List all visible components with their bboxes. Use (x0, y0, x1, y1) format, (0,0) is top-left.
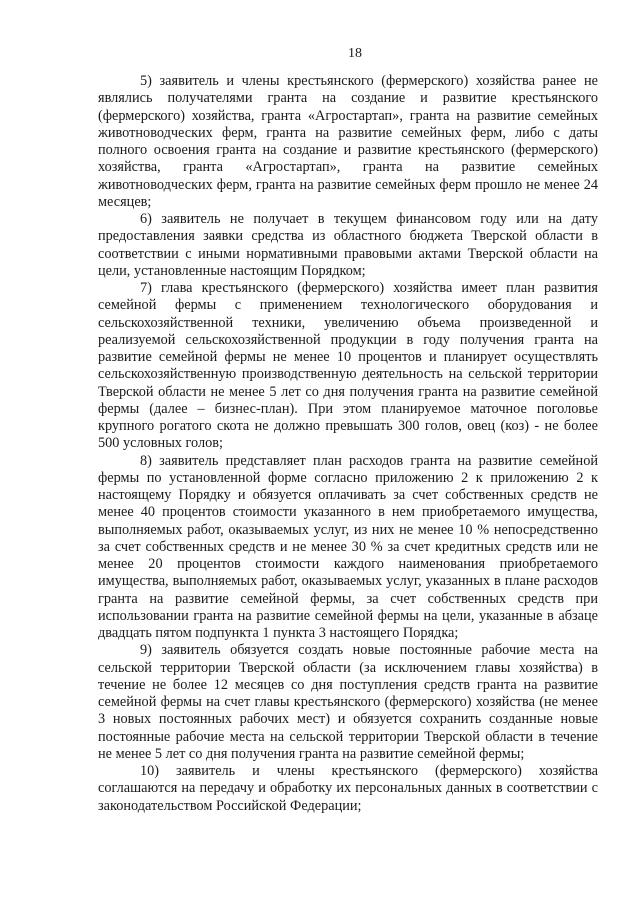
paragraph-item-10: 10) заявитель и члены крестьянского (фермерского) хозяйства соглашаются на передачу и обработку их персональных данных в соответствии с законодательством Российской Федерации; (98, 763, 598, 814)
paragraph-item-9: 9) заявитель обязуется создать новые постоянные рабочие места на сельской территории Тверской области (за исключением главы хозяйства) в течение не более 12 месяцев со дня поступления средств гранта на развитие семейной фермы на счет главы крестьянского (фермерского) хозяйства (не менее 3 новых постоянных рабочих мест) и обязуется сохранить созданные новые постоянные рабочие места на сельской территории Тверской области в течение не менее 5 лет со дня получения гранта на развитие семейной фермы; (98, 642, 598, 762)
page-number: 18 (348, 46, 362, 61)
paragraph-item-7: 7) глава крестьянского (фермерского) хозяйства имеет план развития семейной фермы с применением технологического оборудования и сельскохозяйственной техники, увеличению объема произведенной и реализуемой сельскохозяйственной продукции в году получения гранта на развитие семейной фермы не менее 10 процентов и планирует осуществлять сельскохозяйственную производственную деятельность на сельской территории Тверской области не менее 5 лет со дня получения гранта на развитие семейной фермы (далее – бизнес-план). При этом планируемое маточное поголовье крупного рогатого скота не должно превышать 300 голов, овец (коз) - не более 500 условных голов; (98, 280, 598, 452)
paragraph-item-6: 6) заявитель не получает в текущем финансовом году или на дату предоставления заявки средства из областного бюджета Тверской области в соответствии с иными нормативными правовыми актами Тверской области на цели, установленные настоящим Порядком; (98, 211, 598, 279)
paragraph-item-5: 5) заявитель и члены крестьянского (фермерского) хозяйства ранее не являлись получателями гранта на создание и развитие крестьянского (фермерского) хозяйства, гранта «Агростартап», гранта на развитие семейных животноводческих ферм, гранта на развитие семейных ферм, либо с даты полного освоения гранта на создание и развитие крестьянского (фермерского) хозяйства, гранта «Агростартап», гранта на развитие семейных животноводческих ферм, гранта на развитие семейных ферм прошло не менее 24 месяцев; (98, 73, 598, 210)
paragraph-item-8: 8) заявитель представляет план расходов гранта на развитие семейной фермы по установленной форме согласно приложению 2 к приложению 2 к настоящему Порядку и обязуется оплачивать за счет собственных средств не менее 40 процентов стоимости указанного в нем приобретаемого имущества, выполняемых работ, оказываемых услуг, из них не менее 10 % непосредственно за счет собственных средств и не менее 30 % за счет кредитных средств или не менее 20 процентов стоимости каждого наименования приобретаемого имущества, выполняемых работ, оказываемых услуг, указанных в плане расходов гранта на развитие семейной фермы, за счет собственных средств при использовании гранта на развитие семейной фермы на цели, указанные в абзаце двадцать пятом подпункта 1 пункта 3 настоящего Порядка; (98, 452, 598, 641)
